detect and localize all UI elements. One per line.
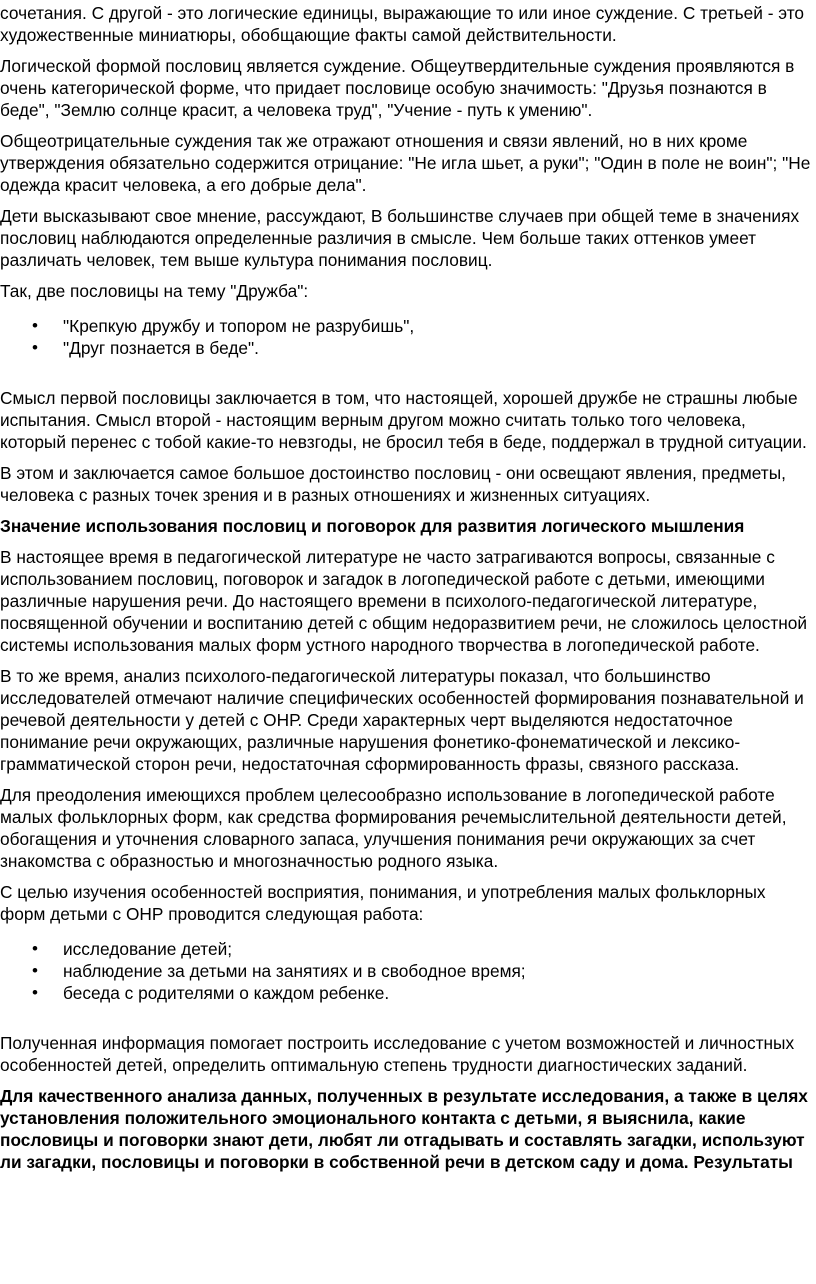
paragraph-information: Полученная информация помогает построить исследование с учетом возможностей и личностных особенностей детей, определить оптимальную степень трудности диагностических заданий.: [0, 1033, 795, 1075]
list-item-text: "Друг познается в беде".: [63, 338, 259, 358]
paragraph-overcoming-problems: Для преодоления имеющихся проблем целесообразно использование в логопедической работе малых фольклорных форм, как средства формирования речемыслительной деятельности детей, обогащения и уточнения словарного запаса, улучшения понимания речи окружающих за счет знакомства с образностью и многозначностью родного языка.: [0, 785, 787, 871]
list-item-text: "Крепкую дружбу и топором не разрубишь",: [63, 316, 415, 336]
bullet-icon: •: [32, 338, 38, 357]
friendship-proverbs-list: [0, 315, 812, 359]
paragraph-qualitative-analysis: Для качественного анализа данных, полученных в результате исследования, а также в целях установления положительного эмоционального контакта с детьми, я выяснила, какие пословицы и поговорки знают дети, любят ли отгадывать и составлять загадки, используют ли загадки, пословицы и поговорки в собственной речи в детском саду и дома. Результаты: [0, 1086, 808, 1172]
bullet-icon: •: [32, 961, 38, 980]
list-item: [0, 982, 812, 1004]
list-item-text: наблюдение за детьми на занятиях и в свободное время;: [63, 961, 526, 981]
list-item-text: беседа с родителями о каждом ребенке.: [63, 983, 390, 1003]
list-item: [0, 315, 812, 337]
paragraph-study-purpose: С целью изучения особенностей восприятия, понимания, и употребления малых фольклорных форм детьми с ОНР проводится следующая работа:: [0, 882, 766, 924]
bullet-icon: •: [32, 983, 38, 1002]
bullet-icon: •: [32, 316, 38, 335]
paragraph-negative-judgements: Общеотрицательные суждения так же отражают отношения и связи явлений, но в них кроме утверждения обязательно содержится отрицание: "Не игла шьет, а руки"; "Один в поле не воин"; "Не одежда красит человека, а его добрые дела".: [0, 131, 811, 195]
work-list: [0, 938, 812, 1004]
paragraph-intro-continuation: сочетания. С другой - это логические единицы, выражающие то или иное суждение. С третьей - это художественные миниатюры, обобщающие факты самой действительности.: [0, 3, 805, 45]
list-item: [0, 938, 812, 960]
list-item: [0, 337, 812, 359]
paragraph-current-literature: В настоящее время в педагогической литературе не часто затрагиваются вопросы, связанные с использованием пословиц, поговорок и загадок в логопедической работе с детьми, имеющими различные нарушения речи. До настоящего времени в психолого-педагогической литературе, посвященной обучении и воспитанию детей с общим недоразвитием речи, не сложилось целостной системы использования малых форм устного народного творчества в логопедической работе.: [0, 547, 808, 655]
section-heading: Значение использования пословиц и поговорок для развития логического мышления: [0, 516, 745, 536]
bullet-icon: •: [32, 939, 38, 958]
paragraph-two-proverbs: Так, две пословицы на тему "Дружба":: [0, 281, 309, 301]
list-item-text: исследование детей;: [63, 939, 233, 959]
paragraph-meaning: Смысл первой пословицы заключается в том, что настоящей, хорошей дружбе не страшны любые испытания. Смысл второй - настоящим верным другом можно считать только того человека, который перенес с тобой какие-то невзгоды, не бросил тебя в беде, поддержал в трудной ситуации.: [0, 388, 807, 452]
list-item: [0, 960, 812, 982]
paragraph-advantage: В этом и заключается самое большое достоинство пословиц - они освещают явления, предметы, человека с разных точек зрения и в разных отношениях и жизненных ситуациях.: [0, 463, 786, 505]
article-body: [0, 2, 812, 1173]
paragraph-children-opinion: Дети высказывают свое мнение, рассуждают, В большинстве случаев при общей теме в значениях пословиц наблюдаются определенные различия в смысле. Чем больше таких оттенков умеет различать человек, тем выше культура понимания пословиц.: [0, 206, 800, 270]
paragraph-logical-form: Логической формой пословиц является суждение. Общеутвердительные суждения проявляются в очень категорической форме, что придает пословице особую значимость: "Друзья познаются в беде", "Землю солнце красит, а человека труд", "Учение - путь к умению".: [0, 56, 795, 120]
paragraph-analysis: В то же время, анализ психолого-педагогической литературы показал, что большинство исследователей отмечают наличие специфических особенностей формирования познавательной и речевой деятельности у детей с ОНР. Среди характерных черт выделяются недостаточное понимание речи окружающих, различные нарушения фонетико-фонематической и лексико-грамматической сторон речи, недостаточная сформированность фразы, связного рассказа.: [0, 666, 804, 774]
